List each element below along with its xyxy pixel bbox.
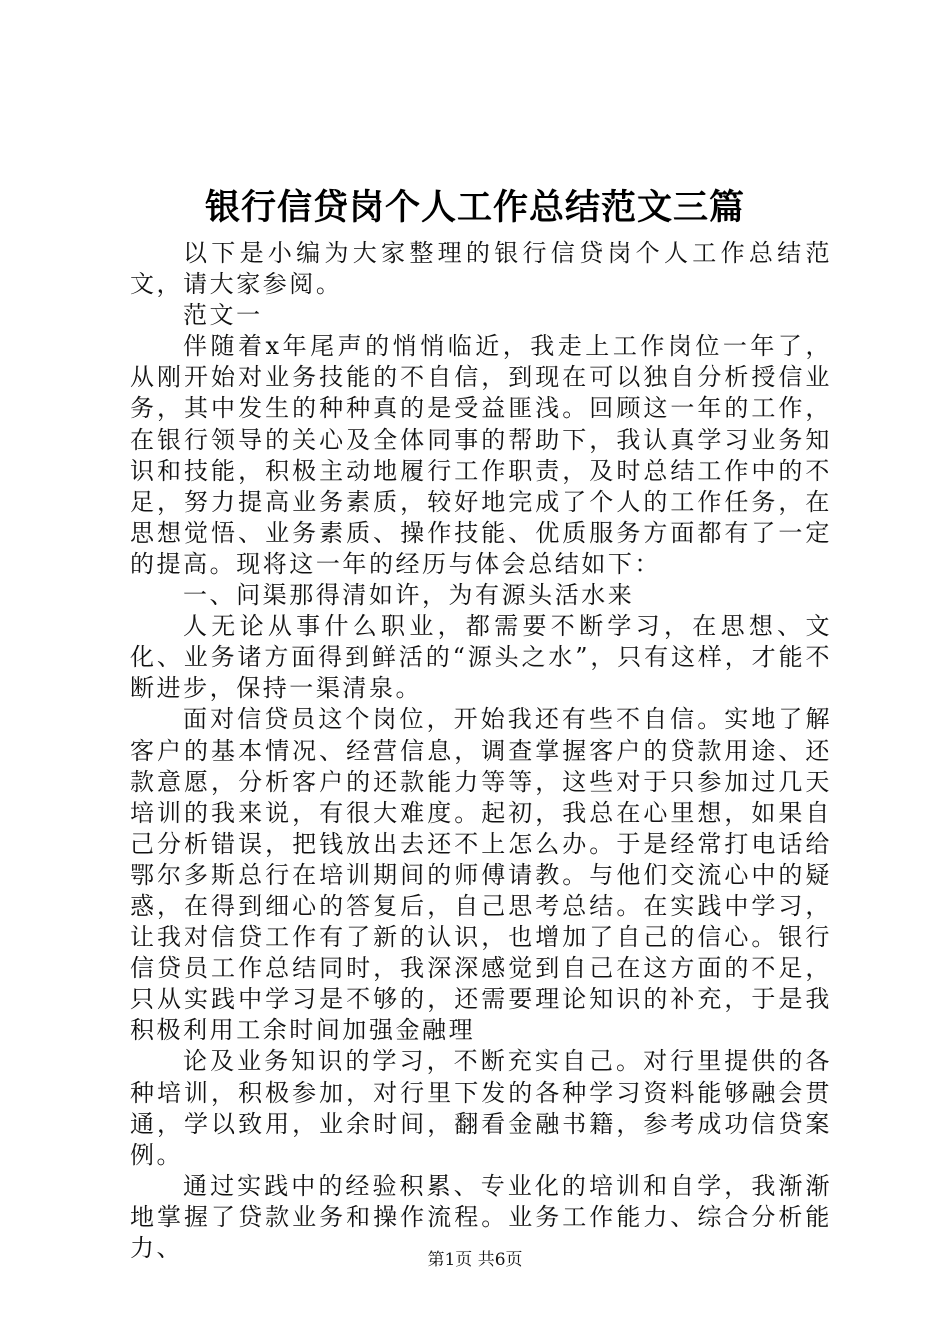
paragraph-heading: 一、问渠那得清如许，为有源头活水来 — [183, 581, 635, 610]
paragraph: 面对信贷员这个岗位，开始我还有些不自信。实地了解客户的基本情况、经营信息，调查掌握客户的贷款用途、还款意愿，分析客户的还款能力等等，这些对于只参加过几天培训的我来说，有很大难度。起初，我总在心里想，如果自己分析错误，把钱放出去还不上怎么办。于是经常打电话给鄂尔多斯总行在培训期间的师傅请教。与他们交流心中的疑惑，在得到细心的答复后，自己思考总结。在实践中学习，让我对信贷工作有了新的认识，也增加了自己的信心。银行信贷员工作总结同时，我深深感觉到自己在这方面的不足，只从实践中学习是不够的，还需要理论知识的补充，于是我积极利用工余时间加强金融理 — [130, 705, 832, 1045]
page-number-footer: 第1页 共6页 — [427, 1250, 523, 1270]
document-body — [130, 238, 832, 1264]
paragraph: 通过实践中的经验积累、专业化的培训和自学，我渐渐地掌握了贷款业务和操作流程。业务工作能力、综合分析能力、 — [130, 1171, 832, 1262]
document-title: 银行信贷岗个人工作总结范文三篇 — [204, 187, 745, 228]
paragraph: 伴随着x年尾声的悄悄临近，我走上工作岗位一年了，从刚开始对业务技能的不自信，到现在可以独自分析授信业务，其中发生的种种真的是受益匪浅。回顾这一年的工作，在银行领导的关心及全体同事的帮助下，我认真学习业务知识和技能，积极主动地履行工作职责，及时总结工作中的不足，努力提高业务素质，较好地完成了个人的工作任务，在思想觉悟、业务素质、操作技能、优质服务方面都有了一定的提高。现将这一年的经历与体会总结如下： — [130, 332, 832, 578]
paragraph: 论及业务知识的学习，不断充实自己。对行里提供的各种培训，积极参加，对行里下发的各种学习资料能够融会贯通，学以致用，业余时间，翻看金融书籍，参考成功信贷案例。 — [130, 1047, 832, 1169]
paragraph: 人无论从事什么职业，都需要不断学习，在思想、文化、业务诸方面得到鲜活的“源头之水”，只有这样，才能不断进步，保持一渠清泉。 — [130, 612, 832, 703]
paragraph-intro: 以下是小编为大家整理的银行信贷岗个人工作总结范文，请大家参阅。 — [130, 239, 832, 299]
paragraph-section-label: 范文一 — [183, 301, 263, 330]
